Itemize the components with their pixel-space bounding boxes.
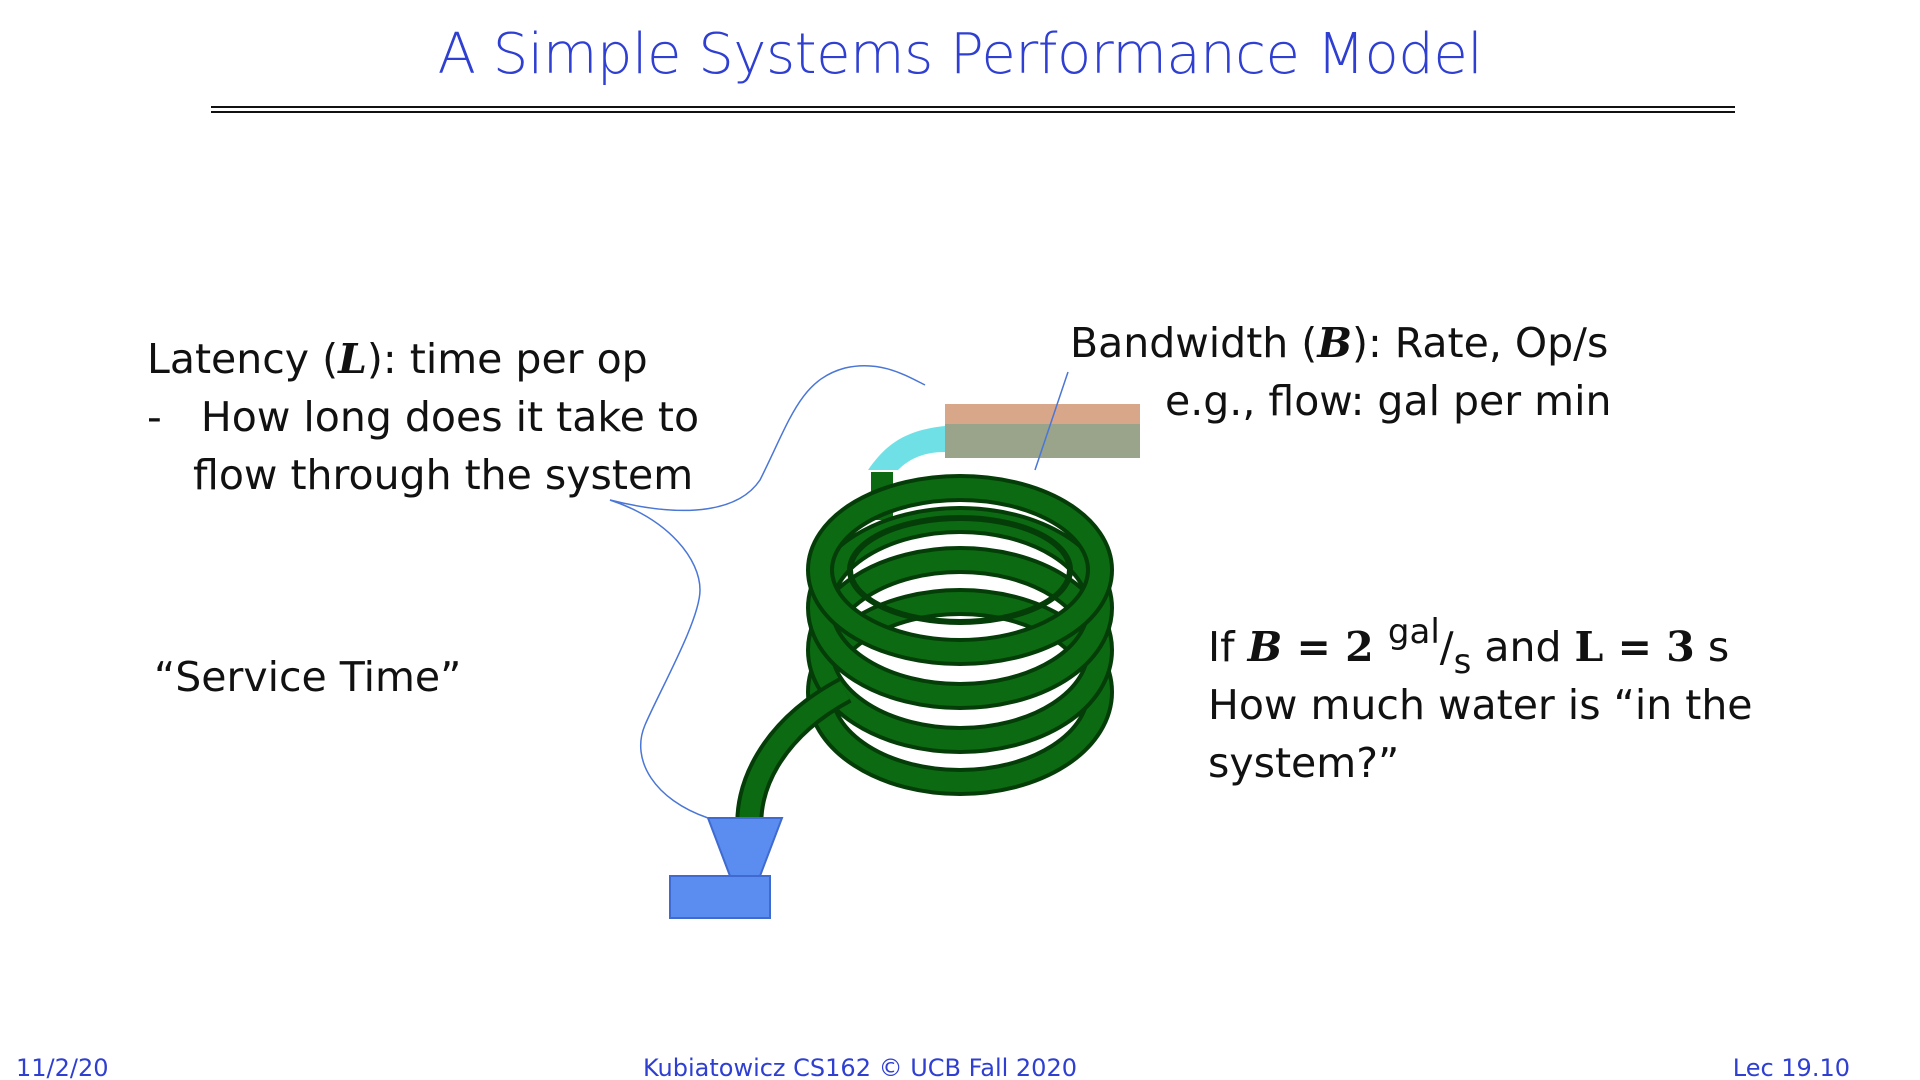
water-stream bbox=[868, 426, 945, 470]
bandwidth-example: e.g., flow: gal per min bbox=[1165, 377, 1612, 425]
question-unit-slash: / bbox=[1439, 623, 1454, 671]
latency-label: Latency ( bbox=[147, 335, 339, 383]
question-line2: How much water is “in the bbox=[1208, 681, 1753, 729]
bandwidth-label: Bandwidth ( bbox=[1070, 319, 1318, 367]
latency-symbol: L bbox=[338, 335, 367, 383]
question-unit-s: s bbox=[1694, 623, 1730, 671]
bucket-base bbox=[670, 876, 770, 918]
question-line1 bbox=[1208, 612, 1730, 682]
latency-heading bbox=[147, 330, 648, 388]
footer-date: 11/2/20 bbox=[16, 1054, 109, 1080]
question-b-symbol: B bbox=[1247, 623, 1283, 671]
bullet-dash: - bbox=[147, 393, 162, 441]
latency-bullet-line1: How long does it take to bbox=[200, 393, 700, 441]
footer-lecture: Lec 19.10 bbox=[1732, 1054, 1850, 1080]
question-and: and bbox=[1471, 623, 1575, 671]
question-unit-den: s bbox=[1453, 642, 1472, 682]
question-eq2: = 3 bbox=[1603, 623, 1695, 671]
footer-course: Kubiatowicz CS162 © UCB Fall 2020 bbox=[642, 1054, 1077, 1080]
question-if: If bbox=[1208, 623, 1248, 671]
bandwidth-symbol: B bbox=[1317, 319, 1352, 367]
faucet-body bbox=[945, 424, 1140, 458]
question-line3: system?” bbox=[1208, 739, 1400, 787]
service-time-label: “Service Time” bbox=[154, 653, 462, 701]
question-unit-num: gal bbox=[1387, 612, 1440, 652]
latency-label-rest: ): time per op bbox=[366, 335, 648, 383]
bandwidth-heading bbox=[1070, 314, 1608, 372]
bucket-funnel bbox=[708, 818, 782, 876]
latency-connector-lower bbox=[610, 500, 708, 818]
faucet-top bbox=[945, 404, 1140, 424]
question-l-symbol: L bbox=[1574, 623, 1604, 671]
bandwidth-label-rest: ): Rate, Op/s bbox=[1351, 319, 1609, 367]
latency-bullet bbox=[147, 388, 699, 446]
question-eq1: = 2 bbox=[1282, 623, 1388, 671]
latency-bullet-line2: flow through the system bbox=[193, 451, 694, 499]
slide-title: A Simple Systems Performance Model bbox=[437, 22, 1483, 87]
